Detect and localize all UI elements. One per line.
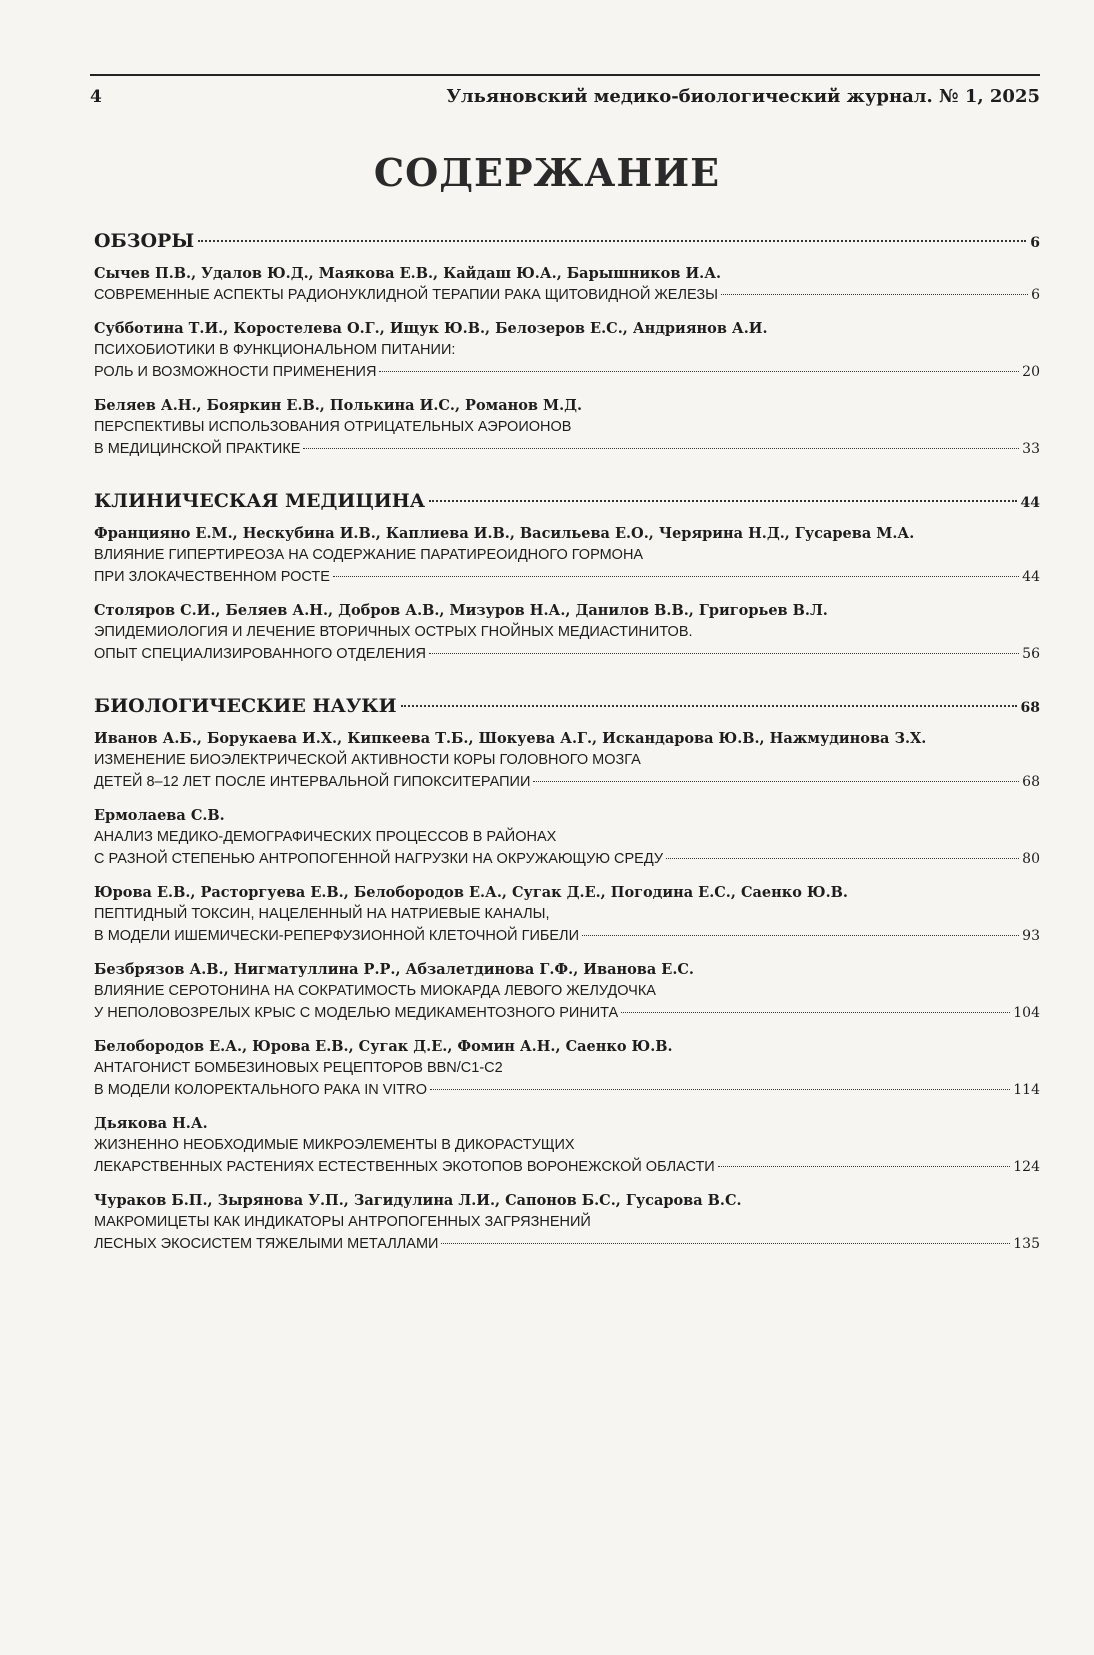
- entry-authors: Столяров С.И., Беляев А.Н., Добров А.В., Мизуров Н.А., Данилов В.В., Григорьев В.Л.: [94, 602, 828, 619]
- entry-title-line: ЖИЗНЕННО НЕОБХОДИМЫЕ МИКРОЭЛЕМЕНТЫ В ДИКОРАСТУЩИХ: [94, 1137, 575, 1153]
- entry-title-line: [94, 1156, 1040, 1178]
- section-heading: [94, 230, 1040, 252]
- section-page: 44: [1020, 495, 1040, 511]
- toc-section: [94, 490, 1040, 665]
- entry-authors: Чураков Б.П., Зырянова У.П., Загидулина Л.И., Сапонов Б.С., Гусарова В.С.: [94, 1192, 742, 1209]
- entry-page: 104: [1013, 1005, 1040, 1021]
- entry-title-text: СОВРЕМЕННЫЕ АСПЕКТЫ РАДИОНУКЛИДНОЙ ТЕРАПИИ РАКА ЩИТОВИДНОЙ ЖЕЛЕЗЫ: [94, 287, 718, 303]
- page-number: 4: [90, 87, 102, 107]
- entry-page: 33: [1022, 441, 1040, 457]
- entry-title-line: ИЗМЕНЕНИЕ БИОЭЛЕКТРИЧЕСКОЙ АКТИВНОСТИ КОРЫ ГОЛОВНОГО МОЗГА: [94, 752, 641, 768]
- section-heading: [94, 490, 1040, 512]
- entry-title-line: [94, 1002, 1040, 1024]
- entry-page: 135: [1013, 1236, 1040, 1252]
- entry-title-line: ВЛИЯНИЕ ГИПЕРТИРЕОЗА НА СОДЕРЖАНИЕ ПАРАТИРЕОИДНОГО ГОРМОНА: [94, 547, 644, 563]
- entry-title-line: ВЛИЯНИЕ СЕРОТОНИНА НА СОКРАТИМОСТЬ МИОКАРДА ЛЕВОГО ЖЕЛУДОЧКА: [94, 983, 656, 999]
- dot-leader: [379, 371, 1019, 372]
- entry-title-line: АНАЛИЗ МЕДИКО-ДЕМОГРАФИЧЕСКИХ ПРОЦЕССОВ В РАЙОНАХ: [94, 829, 557, 845]
- toc-entry: [94, 1191, 1040, 1255]
- entry-authors: Юрова Е.В., Расторгуева Е.В., Белобородов Е.А., Сугак Д.Е., Погодина Е.С., Саенко Ю.В.: [94, 884, 848, 901]
- entry-authors: Белобородов Е.А., Юрова Е.В., Сугак Д.Е., Фомин А.Н., Саенко Ю.В.: [94, 1038, 673, 1055]
- toc-entry: [94, 1037, 1040, 1101]
- dot-leader: [333, 576, 1019, 577]
- journal-title: Ульяновский медико-биологический журнал. № 1, 2025: [446, 86, 1040, 107]
- entry-page: 80: [1022, 851, 1040, 867]
- dot-leader: [666, 858, 1019, 859]
- entry-page: 93: [1022, 928, 1040, 944]
- toc-entry: [94, 396, 1040, 460]
- dot-leader: [198, 240, 1026, 242]
- entry-authors: Безбрязов А.В., Нигматуллина Р.Р., Абзалетдинова Г.Ф., Иванова Е.С.: [94, 961, 694, 978]
- toc-entry: [94, 729, 1040, 793]
- entry-title-text: ПРИ ЗЛОКАЧЕСТВЕННОМ РОСТЕ: [94, 569, 330, 585]
- entry-title-line: [94, 284, 1040, 306]
- entry-page: 44: [1022, 569, 1040, 585]
- entry-title-line: [94, 361, 1040, 383]
- toc-entry: [94, 883, 1040, 947]
- dot-leader: [621, 1012, 1010, 1013]
- toc-entry: [94, 601, 1040, 665]
- toc-entry: [94, 960, 1040, 1024]
- toc-section: [94, 695, 1040, 1255]
- entry-title-text: ДЕТЕЙ 8–12 ЛЕТ ПОСЛЕ ИНТЕРВАЛЬНОЙ ГИПОКСИТЕРАПИИ: [94, 774, 531, 790]
- entry-title-line: ЭПИДЕМИОЛОГИЯ И ЛЕЧЕНИЕ ВТОРИЧНЫХ ОСТРЫХ ГНОЙНЫХ МЕДИАСТИНИТОВ.: [94, 624, 693, 640]
- running-header: [90, 74, 1040, 107]
- dot-leader: [718, 1166, 1011, 1167]
- entry-title-line: ПЕПТИДНЫЙ ТОКСИН, НАЦЕЛЕННЫЙ НА НАТРИЕВЫЕ КАНАЛЫ,: [94, 906, 550, 922]
- entry-title-line: [94, 643, 1040, 665]
- toc-entry: [94, 319, 1040, 383]
- section-title: ОБЗОРЫ: [94, 230, 195, 252]
- dot-leader: [533, 781, 1019, 782]
- toc-entry: [94, 264, 1040, 306]
- dot-leader: [303, 448, 1019, 449]
- entry-authors: Францияно Е.М., Нескубина И.В., Каплиева И.В., Васильева Е.О., Черярина Н.Д., Гусарева М.А.: [94, 525, 915, 542]
- section-page: 68: [1020, 700, 1040, 716]
- section-title: БИОЛОГИЧЕСКИЕ НАУКИ: [94, 695, 397, 717]
- section-heading: [94, 695, 1040, 717]
- entry-authors: Иванов А.Б., Борукаева И.Х., Кипкеева Т.Б., Шокуева А.Г., Искандарова Ю.В., Нажмудинова З.Х.: [94, 730, 927, 747]
- entry-title-text: РОЛЬ И ВОЗМОЖНОСТИ ПРИМЕНЕНИЯ: [94, 364, 377, 380]
- entry-title-line: ПЕРСПЕКТИВЫ ИСПОЛЬЗОВАНИЯ ОТРИЦАТЕЛЬНЫХ АЭРОИОНОВ: [94, 419, 572, 435]
- toc-section: [94, 230, 1040, 460]
- dot-leader: [429, 653, 1019, 654]
- entry-title-text: В МОДЕЛИ КОЛОРЕКТАЛЬНОГО РАКА IN VITRO: [94, 1082, 428, 1098]
- entry-title-text: В МЕДИЦИНСКОЙ ПРАКТИКЕ: [94, 441, 301, 457]
- entry-title-line: [94, 566, 1040, 588]
- entry-title-line: [94, 848, 1040, 870]
- toc-entry: [94, 806, 1040, 870]
- entry-title-line: [94, 771, 1040, 793]
- entry-authors: Ермолаева С.В.: [94, 807, 225, 824]
- entry-authors: Сычев П.В., Удалов Ю.Д., Маякова Е.В., Кайдаш Ю.А., Барышников И.А.: [94, 265, 722, 282]
- entry-authors: Дьякова Н.А.: [94, 1115, 208, 1132]
- entry-title-line: [94, 925, 1040, 947]
- dot-leader: [430, 1089, 1010, 1090]
- entry-title-text: В МОДЕЛИ ИШЕМИЧЕСКИ-РЕПЕРФУЗИОННОЙ КЛЕТОЧНОЙ ГИБЕЛИ: [94, 928, 579, 944]
- entry-title-line: АНТАГОНИСТ БОМБЕЗИНОВЫХ РЕЦЕПТОРОВ BBN/C1-C2: [94, 1060, 503, 1076]
- entry-title-line: ПСИХОБИОТИКИ В ФУНКЦИОНАЛЬНОМ ПИТАНИИ:: [94, 342, 456, 358]
- dot-leader: [441, 1243, 1010, 1244]
- entry-title-text: ЛЕСНЫХ ЭКОСИСТЕМ ТЯЖЕЛЫМИ МЕТАЛЛАМИ: [94, 1236, 439, 1252]
- dot-leader: [401, 705, 1017, 707]
- entry-title-line: [94, 1233, 1040, 1255]
- dot-leader: [582, 935, 1019, 936]
- entry-page: 124: [1013, 1159, 1040, 1175]
- toc-entry: [94, 524, 1040, 588]
- dot-leader: [721, 294, 1028, 295]
- section-page: 6: [1030, 235, 1040, 251]
- entry-title-line: [94, 438, 1040, 460]
- toc-entry: [94, 1114, 1040, 1178]
- entry-authors: Беляев А.Н., Бояркин Е.В., Полькина И.С., Романов М.Д.: [94, 397, 583, 414]
- entry-authors: Субботина Т.И., Коростелева О.Г., Ищук Ю.В., Белозеров Е.С., Андриянов А.И.: [94, 320, 768, 337]
- entry-title-text: У НЕПОЛОВОЗРЕЛЫХ КРЫС С МОДЕЛЬЮ МЕДИКАМЕНТОЗНОГО РИНИТА: [94, 1005, 619, 1021]
- entry-title-line: МАКРОМИЦЕТЫ КАК ИНДИКАТОРЫ АНТРОПОГЕННЫХ ЗАГРЯЗНЕНИЙ: [94, 1214, 591, 1230]
- entry-page: 20: [1022, 364, 1040, 380]
- entry-title-text: ЛЕКАРСТВЕННЫХ РАСТЕНИЯХ ЕСТЕСТВЕННЫХ ЭКОТОПОВ ВОРОНЕЖСКОЙ ОБЛАСТИ: [94, 1159, 715, 1175]
- section-title: КЛИНИЧЕСКАЯ МЕДИЦИНА: [94, 490, 426, 512]
- entry-title-text: ОПЫТ СПЕЦИАЛИЗИРОВАННОГО ОТДЕЛЕНИЯ: [94, 646, 426, 662]
- entry-title-line: [94, 1079, 1040, 1101]
- table-of-contents: [94, 230, 1040, 1285]
- entry-page: 68: [1022, 774, 1040, 790]
- entry-title-text: С РАЗНОЙ СТЕПЕНЬЮ АНТРОПОГЕННОЙ НАГРУЗКИ НА ОКРУЖАЮЩУЮ СРЕДУ: [94, 851, 664, 867]
- dot-leader: [429, 500, 1016, 502]
- entry-page: 6: [1031, 287, 1040, 303]
- page-title: СОДЕРЖАНИЕ: [373, 150, 721, 195]
- entry-page: 114: [1013, 1082, 1040, 1098]
- entry-page: 56: [1022, 646, 1040, 662]
